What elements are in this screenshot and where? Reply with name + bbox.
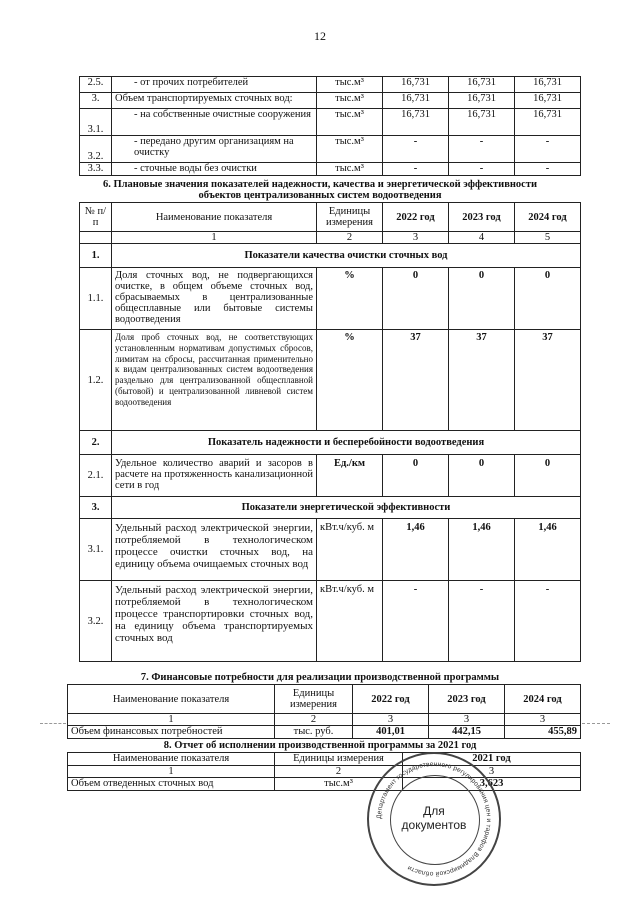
header-year: 2024 год — [505, 685, 581, 714]
table-row — [80, 519, 581, 581]
row-value: 16,731 — [383, 93, 449, 109]
row-value: 1,46 — [383, 519, 449, 581]
row-value: - — [383, 581, 449, 662]
stamp-text-line1: Для — [423, 804, 445, 818]
row-name: - на собственные очистные сооружения — [112, 109, 317, 136]
header-name: Наименование показателя — [68, 753, 275, 766]
row-value: 442,15 — [429, 726, 505, 739]
group-row — [80, 431, 581, 455]
row-value: 16,731 — [383, 77, 449, 93]
header-unit: Единицы измерения — [317, 203, 383, 232]
row-name: Удельное количество аварий и засоров в расчете на протяженность канализационной сети в год — [112, 455, 317, 497]
row-num: 1.1. — [80, 268, 112, 330]
row-unit: тыс.м³ — [317, 163, 383, 176]
margin-dash-left — [40, 723, 66, 725]
row-num: 3.1. — [80, 109, 112, 136]
row-unit: кВт.ч/куб. м — [317, 581, 383, 662]
header-name: Наименование показателя — [112, 203, 317, 232]
header-year: 2022 год — [383, 203, 449, 232]
group-num: 1. — [80, 244, 112, 268]
table-row — [80, 581, 581, 662]
official-stamp — [367, 752, 501, 886]
row-name: Объем отведенных сточных вод — [68, 778, 275, 791]
colnum: 5 — [515, 232, 581, 244]
table-row — [80, 330, 581, 431]
header-name: Наименование показателя — [68, 685, 275, 714]
colnum: 3 — [353, 714, 429, 726]
row-unit: тыс.м³ — [317, 77, 383, 93]
group-title: Показатели качества очистки сточных вод — [112, 244, 581, 268]
header-year: 2022 год — [353, 685, 429, 714]
colnum: 3 — [505, 714, 581, 726]
row-unit: % — [317, 330, 383, 431]
group-num: 3. — [80, 497, 112, 519]
section-6-title-line1: 6. Плановые значения показателей надежности, качества и энергетической эффективности — [102, 179, 538, 190]
row-value: 37 — [449, 330, 515, 431]
colnum: 1 — [68, 714, 275, 726]
row-name: Объем транспортируемых сточных вод: — [112, 93, 317, 109]
colnum: 4 — [449, 232, 515, 244]
section-6-title-line2: объектов централизованных систем водоотведения — [198, 190, 442, 201]
report-table — [67, 752, 581, 791]
row-num: 2.1. — [80, 455, 112, 497]
row-num: 2.5. — [80, 77, 112, 93]
row-value: 37 — [383, 330, 449, 431]
row-value: - — [449, 581, 515, 662]
volume-table — [79, 76, 581, 176]
table-row — [68, 726, 581, 739]
row-value: 455,89 — [505, 726, 581, 739]
table-header-row — [68, 685, 581, 714]
header-year: 2021 год — [403, 753, 581, 766]
row-value: 16,731 — [515, 77, 581, 93]
table-row — [68, 778, 581, 791]
section-7-title: 7. Финансовые потребности для реализации производственной программы — [140, 672, 500, 683]
table-row — [80, 136, 581, 163]
header-unit: Единицы измерения — [275, 753, 403, 766]
row-value: 16,731 — [449, 93, 515, 109]
row-num: 3.3. — [80, 163, 112, 176]
row-value: 16,731 — [383, 109, 449, 136]
colnum: 2 — [275, 714, 353, 726]
row-num: 3. — [80, 93, 112, 109]
finance-table — [67, 684, 581, 739]
group-num: 2. — [80, 431, 112, 455]
row-value: - — [383, 163, 449, 176]
colnum: 1 — [68, 766, 275, 778]
row-value: 0 — [515, 268, 581, 330]
section-8-title: 8. Отчет об исполнении производственной программы за 2021 год — [163, 740, 477, 751]
indicators-table — [79, 202, 581, 662]
group-row — [80, 497, 581, 519]
table-colnum-row — [80, 232, 581, 244]
row-value: 37 — [515, 330, 581, 431]
stamp-text-line2: документов — [401, 818, 467, 832]
row-value: - — [515, 136, 581, 163]
header-year: 2024 год — [515, 203, 581, 232]
row-unit: Ед./км — [317, 455, 383, 497]
row-value: - — [449, 163, 515, 176]
colnum: 1 — [112, 232, 317, 244]
colnum: 3 — [383, 232, 449, 244]
row-value: 1,46 — [449, 519, 515, 581]
row-unit: тыс.м³ — [317, 109, 383, 136]
table-row — [80, 268, 581, 330]
colnum: 3 — [429, 714, 505, 726]
row-unit: кВт.ч/куб. м — [317, 519, 383, 581]
colnum-empty — [80, 232, 112, 244]
table-colnum-row — [68, 766, 581, 778]
group-title: Показатели энергетической эффективности — [112, 497, 581, 519]
row-unit: тыс. руб. — [275, 726, 353, 739]
row-value: 0 — [383, 455, 449, 497]
row-num: 1.2. — [80, 330, 112, 431]
row-unit: тыс.м³ — [275, 778, 403, 791]
row-unit: % — [317, 268, 383, 330]
colnum: 3 — [403, 766, 581, 778]
page-number: 12 — [314, 29, 326, 43]
row-value: 1,46 — [515, 519, 581, 581]
header-year: 2023 год — [429, 685, 505, 714]
row-value: 16,731 — [449, 77, 515, 93]
row-value: - — [383, 136, 449, 163]
row-name: - передано другим организациям на очистку — [112, 136, 317, 163]
table-header-row — [80, 203, 581, 232]
row-value: 0 — [449, 455, 515, 497]
table-row — [80, 93, 581, 109]
header-num: № п/п — [80, 203, 112, 232]
row-value: 0 — [515, 455, 581, 497]
section-6-title — [0, 179, 640, 201]
row-name: Доля проб сточных вод, не соответствующих установленным нормативам допустимых сбросов, лимитам на сбросы, рассчитанная применительно к видам централизованных систем водоотведения раздельно для централизованной общесплавной (бытовой) и централизованной ливневой систем водоотведения — [112, 330, 317, 431]
row-name: Объем финансовых потребностей — [68, 726, 275, 739]
group-row — [80, 244, 581, 268]
row-value: - — [515, 581, 581, 662]
row-num: 3.2. — [80, 581, 112, 662]
table-row — [80, 163, 581, 176]
table-row — [80, 455, 581, 497]
table-colnum-row — [68, 714, 581, 726]
row-value: - — [515, 163, 581, 176]
row-value: 16,731 — [515, 109, 581, 136]
row-value: 0 — [383, 268, 449, 330]
row-name: - сточные воды без очистки — [112, 163, 317, 176]
row-value: - — [449, 136, 515, 163]
svg-text:Департамент государственного р: Департамент государственного регулирования цен и тарифов Владимирской области — [375, 760, 493, 878]
table-row — [80, 109, 581, 136]
row-name: Удельный расход электрической энергии, потребляемой в технологическом процессе транспортировки сточных вод, на единицу объема транспортируемых сточных вод — [112, 581, 317, 662]
table-header-row — [68, 753, 581, 766]
margin-dash-right — [582, 723, 610, 725]
row-value: 16,731 — [515, 93, 581, 109]
row-name: - от прочих потребителей — [112, 77, 317, 93]
row-value: 0 — [449, 268, 515, 330]
row-num: 3.2. — [80, 136, 112, 163]
row-name: Удельный расход электрической энергии, потребляемой в технологическом процессе очистки сточных вод, на единицу объема очищаемых сточных вод — [112, 519, 317, 581]
row-value: 16,731 — [449, 109, 515, 136]
row-value: 3,623 — [403, 778, 581, 791]
header-year: 2023 год — [449, 203, 515, 232]
colnum: 2 — [275, 766, 403, 778]
row-unit: тыс.м³ — [317, 93, 383, 109]
row-value: 401,01 — [353, 726, 429, 739]
colnum: 2 — [317, 232, 383, 244]
row-num: 3.1. — [80, 519, 112, 581]
row-name: Доля сточных вод, не подвергающихся очистке, в общем объеме сточных вод, сбрасываемых в централизованные общесплавные или бытовые системы водоотведения — [112, 268, 317, 330]
table-row — [80, 77, 581, 93]
group-title: Показатель надежности и бесперебойности водоотведения — [112, 431, 581, 455]
header-unit: Единицы измерения — [275, 685, 353, 714]
row-unit: тыс.м³ — [317, 136, 383, 163]
